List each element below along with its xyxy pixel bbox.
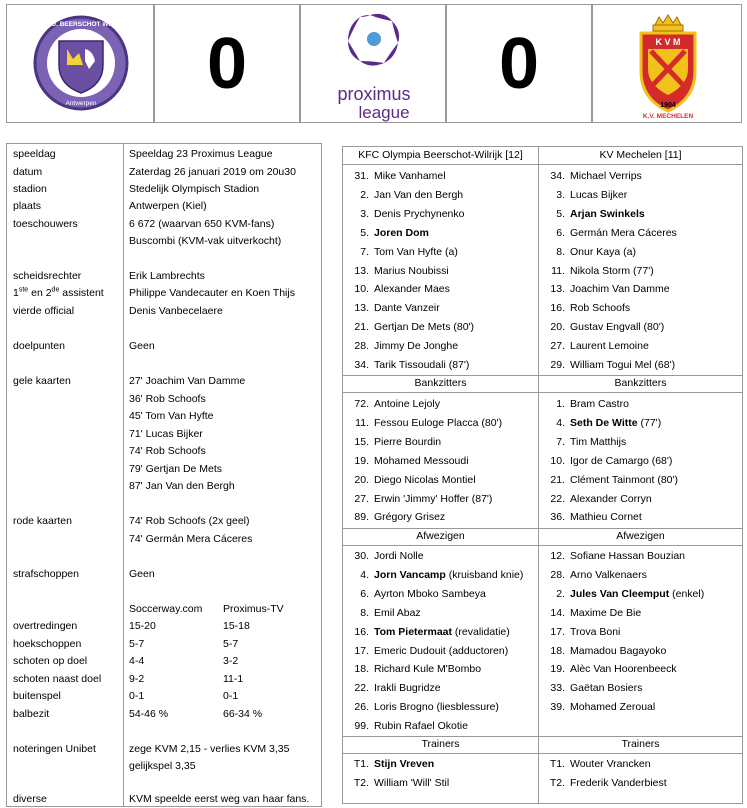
player-number: 6. xyxy=(556,226,565,239)
player-row xyxy=(545,774,667,793)
player-number: 15. xyxy=(354,435,369,448)
unibet-value-1: zege KVM 2,15 - verlies KVM 3,35 xyxy=(129,743,290,755)
player-number: 11. xyxy=(355,416,369,429)
player-row xyxy=(545,679,642,698)
section-header: Bankzitters xyxy=(343,375,538,393)
player-number: 17. xyxy=(354,644,369,657)
player-number: 18. xyxy=(354,663,369,676)
player-row xyxy=(349,356,469,375)
datum-label: datum xyxy=(13,166,43,178)
player-row xyxy=(545,604,641,623)
player-row xyxy=(349,280,450,299)
player-row xyxy=(545,490,652,509)
kvm-logo-sub: K.V. MECHELEN xyxy=(642,113,694,120)
player-row xyxy=(545,299,630,318)
player-name: Grégory Grisez xyxy=(374,511,446,524)
player-name: Tom Van Hyfte (a) xyxy=(374,245,458,258)
player-number: 10. xyxy=(550,454,565,467)
player-name: Ayrton Mboko Sambeya xyxy=(374,587,486,600)
player-name: Clément Tainmont (80') xyxy=(570,473,679,486)
player-name: Trova Boni xyxy=(570,625,621,638)
player-number: 39. xyxy=(550,701,565,714)
stat-label: overtredingen xyxy=(13,620,78,632)
unibet-value-2: gelijkspel 3,35 xyxy=(129,760,196,772)
stat-label: balbezit xyxy=(13,708,50,720)
player-row xyxy=(545,623,620,642)
player-number: 72. xyxy=(354,398,369,410)
player-number: 13. xyxy=(550,283,565,296)
player-note: (revalidatie) xyxy=(452,625,510,638)
player-number: 6. xyxy=(360,587,369,600)
player-number: 27. xyxy=(550,340,565,353)
player-number: 5. xyxy=(360,226,369,239)
player-name: Alèc Van Hoorenbeeck xyxy=(570,663,677,676)
player-row xyxy=(545,186,627,205)
player-row xyxy=(349,623,510,642)
player-name: Antoine Lejoly xyxy=(374,398,440,410)
assist-label-3: assistent xyxy=(59,287,104,299)
assist-label-2: en 2 xyxy=(28,287,52,299)
player-row xyxy=(545,262,654,281)
player-name: Gertjan De Mets (80') xyxy=(374,321,475,334)
beerschot-logo-sub: Antwerpen xyxy=(65,100,97,107)
section-header: Trainers xyxy=(343,736,538,754)
player-number: 5. xyxy=(556,207,565,220)
player-name: Joachim Van Damme xyxy=(570,283,670,296)
player-row xyxy=(545,395,629,414)
player-row xyxy=(349,262,449,281)
stat-value-a: 54-46 % xyxy=(129,708,169,720)
player-name: Marius Noubissi xyxy=(374,264,449,277)
diverse-label: diverse xyxy=(13,793,47,805)
player-row xyxy=(545,356,675,375)
player-name: Nikola Storm (77') xyxy=(570,264,654,277)
player-row xyxy=(545,698,655,717)
player-name: Mamadou Bagayoko xyxy=(570,644,667,657)
player-name: Fessou Euloge Placca (80') xyxy=(374,416,503,429)
player-number: 20. xyxy=(354,473,369,486)
player-number: 19. xyxy=(354,454,369,467)
yellow-label: gele kaarten xyxy=(13,375,71,387)
player-row xyxy=(349,490,492,509)
player-row xyxy=(349,433,441,452)
player-number: 13. xyxy=(354,302,369,315)
assist-label xyxy=(13,285,104,302)
stat-label: hoekschoppen xyxy=(13,638,82,650)
stat-value-b: 0-1 xyxy=(223,690,239,702)
stat-value-a: 9-2 xyxy=(129,673,145,685)
player-row xyxy=(349,604,421,623)
stat-value-b: 11-1 xyxy=(223,673,244,685)
stats-source-1: Soccerway.com xyxy=(129,603,203,615)
player-name: William 'Will' Stil xyxy=(374,776,450,789)
player-name: Onur Kaya (a) xyxy=(570,245,636,258)
player-number: 20. xyxy=(550,321,565,334)
player-row xyxy=(349,566,523,585)
player-number: 26. xyxy=(354,701,369,714)
red-card-item: 74' Rob Schoofs (2x geel) xyxy=(129,515,250,527)
player-row xyxy=(349,337,458,356)
player-row xyxy=(545,414,661,433)
player-name: Jan Van den Bergh xyxy=(374,188,464,201)
player-row xyxy=(349,698,499,717)
player-row xyxy=(545,318,664,337)
player-name: Emeric Dudouit xyxy=(374,644,446,657)
home-team-header: KFC Olympia Beerschot-Wilrijk [12] xyxy=(343,147,538,165)
yellow-card-item: 36' Rob Schoofs xyxy=(129,393,206,405)
away-score: 0 xyxy=(446,4,592,123)
beerschot-logo-text: K.F.C.O. BEERSCHOT WILRIJK xyxy=(32,21,130,28)
pen-label: strafschoppen xyxy=(13,568,79,580)
player-row xyxy=(349,299,440,318)
ref-value: Erik Lambrechts xyxy=(129,270,205,282)
player-name: Tom Pietermaat xyxy=(374,625,452,638)
player-name: Gaëtan Bosiers xyxy=(570,682,643,695)
player-row xyxy=(545,243,636,262)
yellow-card-item: 87' Jan Van den Bergh xyxy=(129,480,235,492)
player-number: 21. xyxy=(354,321,369,334)
stat-value-b: 3-2 xyxy=(223,655,239,667)
player-row xyxy=(545,642,666,661)
player-name: Seth De Witte xyxy=(570,416,638,429)
player-row xyxy=(545,566,647,585)
player-name: Stijn Vreven xyxy=(374,758,435,770)
player-name: Frederik Vanderbiest xyxy=(570,776,667,789)
stat-value-b: 66-34 % xyxy=(223,708,263,720)
assist-sup-2: de xyxy=(51,286,60,294)
stat-value-a: 15-20 xyxy=(129,620,156,632)
player-number: 89. xyxy=(354,511,369,524)
proximus-text: proximus xyxy=(337,84,411,104)
player-number: 4. xyxy=(360,568,369,581)
league-text: league xyxy=(358,103,410,122)
player-number: 14. xyxy=(550,606,565,619)
player-name: Sofiane Hassan Bouzian xyxy=(570,550,685,562)
red-label: rode kaarten xyxy=(13,515,72,527)
player-row xyxy=(349,414,502,433)
player-number: 36. xyxy=(550,511,565,524)
toeschouwers-value-2: Buscombi (KVM-vak uitverkocht) xyxy=(129,235,282,247)
player-number: 3. xyxy=(360,207,369,220)
plaats-label: plaats xyxy=(13,200,42,212)
player-name: Rob Schoofs xyxy=(570,302,631,315)
player-row xyxy=(545,508,642,527)
assist-sup-1: ste xyxy=(18,286,29,294)
player-row xyxy=(545,755,651,774)
player-number: 18. xyxy=(550,644,565,657)
player-number: 16. xyxy=(550,302,565,315)
player-number: T1. xyxy=(353,758,369,770)
home-logo-box xyxy=(6,4,154,123)
player-number: T2. xyxy=(353,776,369,789)
player-name: Jimmy De Jonghe xyxy=(374,340,459,353)
stats-source-2: Proximus-TV xyxy=(223,603,284,615)
player-row xyxy=(545,433,626,452)
fourth-label: vierde official xyxy=(13,305,75,317)
player-name: Igor de Camargo (68') xyxy=(570,454,673,467)
player-row xyxy=(349,642,508,661)
player-name: Pierre Bourdin xyxy=(374,435,442,448)
lineups-table xyxy=(342,146,743,804)
goals-label: doelpunten xyxy=(13,340,65,352)
player-name: Denis Prychynenko xyxy=(374,207,465,220)
player-name: Lucas Bijker xyxy=(570,188,628,201)
ref-label: scheidsrechter xyxy=(13,270,82,282)
player-note: (enkel) xyxy=(669,587,705,600)
player-name: Arjan Swinkels xyxy=(570,207,645,220)
stat-value-a: 5-7 xyxy=(129,638,145,650)
player-row xyxy=(349,243,458,262)
player-row xyxy=(349,774,449,793)
player-name: Alexander Corryn xyxy=(570,492,652,505)
player-name: Diego Nicolas Montiel xyxy=(374,473,476,486)
player-name: Wouter Vrancken xyxy=(570,758,651,770)
section-header: Trainers xyxy=(539,736,742,754)
player-number: 13. xyxy=(354,264,369,277)
player-number: 8. xyxy=(556,245,565,258)
speeldag-value: Speeldag 23 Proximus League xyxy=(129,148,273,160)
player-row xyxy=(545,205,645,224)
stat-label: buitenspel xyxy=(13,690,61,702)
kv-mechelen-logo xyxy=(593,5,743,122)
yellow-card-item: 71' Lucas Bijker xyxy=(129,428,203,440)
player-number: 4. xyxy=(556,416,565,429)
player-number: 29. xyxy=(550,359,565,371)
player-number: 22. xyxy=(354,682,369,695)
player-row xyxy=(545,660,677,679)
player-number: 2. xyxy=(360,188,369,201)
player-name: Jorn Vancamp xyxy=(374,568,446,581)
player-row xyxy=(349,679,441,698)
player-row xyxy=(349,452,469,471)
player-name: Mohamed Zeroual xyxy=(570,701,656,714)
unibet-label: noteringen Unibet xyxy=(13,743,96,755)
player-name: Irakli Bugridze xyxy=(374,682,441,695)
player-number: T1. xyxy=(549,758,565,770)
kvm-logo-year: 1904 xyxy=(660,102,676,109)
player-row xyxy=(349,186,463,205)
pen-value: Geen xyxy=(129,568,155,580)
player-number: 8. xyxy=(360,606,369,619)
player-name: Tim Matthijs xyxy=(570,435,627,448)
fourth-value: Denis Vanbecelaere xyxy=(129,305,223,317)
yellow-card-item: 79' Gertjan De Mets xyxy=(129,463,223,475)
player-row xyxy=(349,717,468,736)
player-row xyxy=(349,224,429,243)
player-note: (liesblessure) xyxy=(433,701,499,714)
player-number: 7. xyxy=(360,245,369,258)
stat-value-a: 0-1 xyxy=(129,690,145,702)
player-name: Mohamed Messoudi xyxy=(374,454,469,467)
player-number: 19. xyxy=(550,663,565,676)
player-number: 31. xyxy=(354,170,369,182)
home-score: 0 xyxy=(154,4,300,123)
stat-label: schoten op doel xyxy=(13,655,88,667)
player-note: (77') xyxy=(637,416,662,429)
player-row xyxy=(349,395,440,414)
diverse-value: KVM speelde eerst weg van haar fans. xyxy=(129,793,310,805)
player-number: 11. xyxy=(551,264,565,277)
player-name: Michael Verrips xyxy=(570,170,642,182)
section-header: Afwezigen xyxy=(343,528,538,546)
player-name: Mike Vanhamel xyxy=(374,170,446,182)
player-row xyxy=(545,452,672,471)
player-number: 28. xyxy=(354,340,369,353)
beerschot-logo xyxy=(7,5,155,122)
player-row xyxy=(545,471,678,490)
player-name: Germán Mera Cáceres xyxy=(570,226,677,239)
player-number: 99. xyxy=(354,720,369,733)
player-row xyxy=(349,167,446,186)
player-number: 30. xyxy=(354,550,369,562)
player-row xyxy=(349,755,434,774)
player-row xyxy=(349,547,424,566)
player-name: Gustav Engvall (80') xyxy=(570,321,665,334)
player-number: 33. xyxy=(550,682,565,695)
toeschouwers-value: 6 672 (waarvan 650 KVM-fans) xyxy=(129,218,275,230)
player-name: Erwin 'Jimmy' Hoffer (87') xyxy=(374,492,493,505)
player-name: Richard Kule M'Bombo xyxy=(374,663,482,676)
player-name: Joren Dom xyxy=(374,226,429,239)
player-name: Jordi Nolle xyxy=(374,550,424,562)
assist-value: Philippe Vandecauter en Koen Thijs xyxy=(129,287,295,299)
player-name: Tarik Tissoudali (87') xyxy=(374,359,470,371)
stadion-label: stadion xyxy=(13,183,47,195)
player-row xyxy=(349,508,445,527)
datum-value: Zaterdag 26 januari 2019 om 20u30 xyxy=(129,166,296,178)
player-number: 22. xyxy=(550,492,565,505)
player-number: 3. xyxy=(556,188,565,201)
match-info-table xyxy=(6,143,322,807)
plaats-value: Antwerpen (Kiel) xyxy=(129,200,207,212)
player-row xyxy=(545,224,677,243)
player-number: T2. xyxy=(549,776,565,789)
player-row xyxy=(349,471,476,490)
away-team-header: KV Mechelen [11] xyxy=(539,147,742,165)
player-row xyxy=(545,167,642,186)
stat-label: schoten naast doel xyxy=(13,673,102,685)
player-note: (kruisband knie) xyxy=(445,568,524,581)
stat-value-b: 5-7 xyxy=(223,638,239,650)
player-name: Laurent Lemoine xyxy=(570,340,649,353)
player-name: Arno Valkenaers xyxy=(570,568,647,581)
player-row xyxy=(349,318,474,337)
player-name: Loris Brogno xyxy=(374,701,434,714)
section-header: Afwezigen xyxy=(539,528,742,546)
player-number: 21. xyxy=(550,473,565,486)
player-row xyxy=(349,205,464,224)
player-number: 16. xyxy=(354,625,369,638)
player-name: Bram Castro xyxy=(570,398,629,410)
player-number: 34. xyxy=(550,170,565,182)
player-number: 2. xyxy=(556,587,565,600)
player-row xyxy=(545,585,704,604)
stat-value-a: 4-4 xyxy=(129,655,145,667)
player-number: 17. xyxy=(550,625,565,638)
away-logo-box xyxy=(592,4,742,123)
toeschouwers-label: toeschouwers xyxy=(13,218,78,230)
yellow-card-item: 27' Joachim Van Damme xyxy=(129,375,246,387)
kvm-logo-text: K V M xyxy=(655,37,681,47)
player-name: Alexander Maes xyxy=(374,283,450,296)
speeldag-label: speeldag xyxy=(13,148,56,160)
player-row xyxy=(349,660,481,679)
stadion-value: Stedelijk Olympisch Stadion xyxy=(129,183,260,195)
player-number: 1. xyxy=(556,398,565,410)
league-logo-box xyxy=(300,4,446,123)
player-name: William Togui Mel (68') xyxy=(570,359,676,371)
player-number: 12. xyxy=(550,550,565,562)
player-row xyxy=(545,547,685,566)
yellow-card-item: 74' Rob Schoofs xyxy=(129,445,206,457)
player-number: 10. xyxy=(354,283,369,296)
player-name: Emil Abaz xyxy=(374,606,421,619)
player-number: 7. xyxy=(556,435,565,448)
stat-value-b: 15-18 xyxy=(223,620,250,632)
player-number: 28. xyxy=(550,568,565,581)
player-name: Jules Van Cleemput xyxy=(570,587,670,600)
red-card-item: 74' Germán Mera Cáceres xyxy=(129,533,253,545)
player-note: (adductoren) xyxy=(445,644,509,657)
assist-label-1: 1 xyxy=(13,287,19,299)
yellow-card-item: 45' Tom Van Hyfte xyxy=(129,410,214,422)
player-row xyxy=(545,337,649,356)
player-name: Maxime De Bie xyxy=(570,606,642,619)
player-number: 27. xyxy=(354,492,369,505)
player-name: Rubin Rafael Okotie xyxy=(374,720,468,733)
proximus-league-logo xyxy=(301,5,447,122)
player-row xyxy=(545,280,670,299)
player-name: Mathieu Cornet xyxy=(570,511,642,524)
player-name: Dante Vanzeir xyxy=(374,302,440,315)
section-header: Bankzitters xyxy=(539,375,742,393)
player-row xyxy=(349,585,486,604)
goals-value: Geen xyxy=(129,340,155,352)
player-number: 34. xyxy=(354,359,369,371)
